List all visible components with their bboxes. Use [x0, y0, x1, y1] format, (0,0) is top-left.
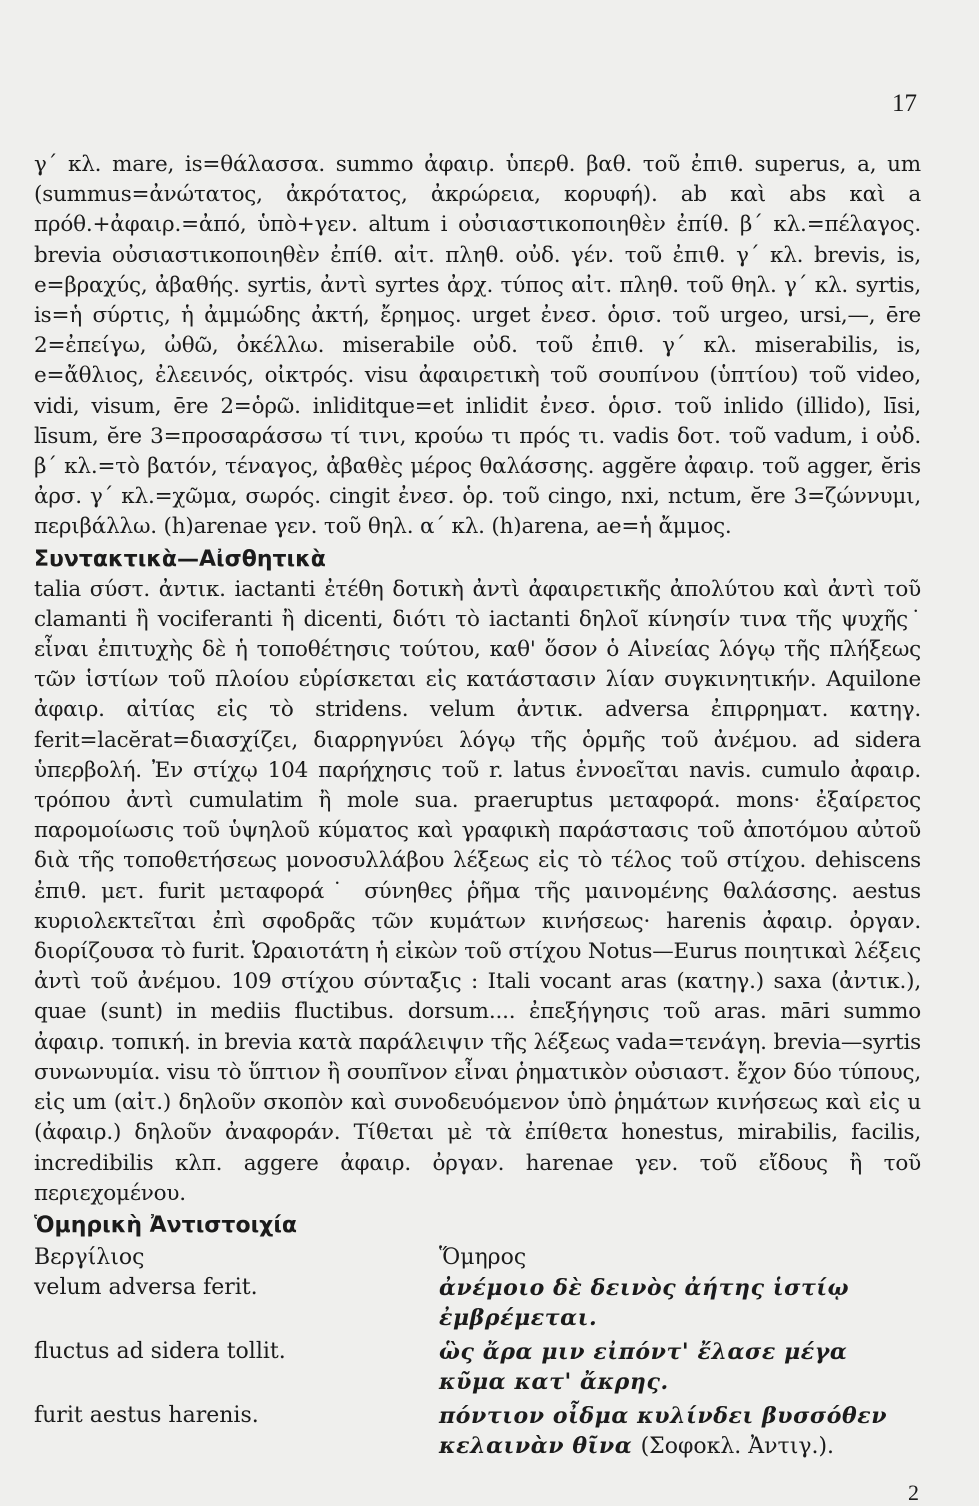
parallel-row [34, 1337, 921, 1401]
greek-verse: πόντιον οἶδμα κυλίνδει βυσσόθεν κελαινὰν θῖνα [439, 1402, 888, 1459]
latin-line: fluctus ad sidera tollit. [34, 1338, 286, 1364]
section-heading-syntax: Συντακτικὰ—Αἰσθητικὰ [34, 546, 326, 572]
col-header-homer: Ὅμηρος [439, 1244, 527, 1270]
greek-line [439, 1401, 921, 1466]
latin-line: furit aestus harenis. [34, 1402, 259, 1428]
greek-line: ὣς ἄρα μιν εἰπόντ' ἔλασε μέγα κῦμα κατ' ἄκρης. [439, 1338, 848, 1395]
signature-number: 2 [908, 1480, 919, 1505]
syntax-paragraph: talia σύστ. ἀντικ. iactanti ἐτέθη δοτικὴ ἀντὶ ἀφαιρετικῆς ἀπολύτου καὶ ἀντὶ τοῦ clamanti ἢ vociferanti ἢ dicenti, διότι τὸ iactanti δηλοῖ κίνησίν τινα τῆς ψυχῆς˙ εἶναι ἐπιτυχὴς δὲ ἡ τοποθέτησις τούτου, καθ' ὅσον ὁ Αἰνείας λόγῳ τῆς πλήξεως τῶν ἱστίων τοῦ πλοίου εὑρίσκεται εἰς κατάστασιν λίαν συγκινητικήν. Aquilone ἀφαιρ. αἰτίας εἰς τὸ stridens. velum ἀντικ. adversa ἐπιρρηματ. κατηγ. ferit=lacĕrat=διασχίζει, διαρρηγνύει λόγῳ τῆς ὁρμῆς τοῦ ἀνέμου. ad sidera ὑπερβολή. Ἐν στίχῳ 104 παρήχησις τοῦ r. latus ἐννοεῖται navis. cumulo ἀφαιρ. τρόπου ἀντὶ cumulatim ἢ mole sua. praeruptus μεταφορά. mons· ἐξαίρετος παρομοίωσις τοῦ ὑψηλοῦ κύματος καὶ γραφικὴ παράστασις τοῦ ἀποτόμου αὐτοῦ διὰ τῆς τοποθετήσεως μονοσυλλάβου λέξεως εἰς τὸ τέλος τοῦ στίχου. dehiscens ἐπιθ. μετ. furit μεταφορά˙ σύνηθες ῥῆμα τῆς μαινομένης θαλάσσης. aestus κυριολεκτεῖται ἐπὶ σφοδρᾶς τῶν κυμάτων κινήσεως· harenis ἀφαιρ. ὀργαν. διορίζουσα τὸ furit. Ὡραιοτάτη ἡ εἰκὼν τοῦ στίχου Notus—Eurus ποιητικαὶ λέξεις ἀντὶ τοῦ ἀνέμου. 109 στίχου σύνταξις : Itali vocant aras (κατηγ.) saxa (ἀντικ.), quae (sunt) in mediis fluctibus. dorsum.... ἐπεξήγησις τοῦ aras. māri summo ἀφαιρ. τοπική. in brevia κατὰ παράλειψιν τῆς λέξεως vada=τενάγη. brevia—syrtis συνωνυμία. visu τὸ ὕπτιον ἢ σουπῖνον εἶναι ῥηματικὸν οὐσιαστ. ἔχον δύο τύπους, εἰς um (αἰτ.) δηλοῦν σκοπὸν καὶ συνοδευόμενον ὑπὸ ῥημάτων κινήσεως καὶ εἰς u (ἀφαιρ.) δηλοῦν ἀναφοράν. Τίθεται μὲ τὰ ἐπίθετα honestus, mirabilis, facilis, incredibilis κλπ. aggere ἀφαιρ. ὀργαν. harenae γεν. τοῦ εἴδους ἢ τοῦ περιεχομένου. [34, 576, 921, 1206]
greek-line: ἀνέμοιο δὲ δεινὸς ἀήτης ἱστίῳ ἐμβρέμεται. [439, 1274, 850, 1331]
page-content [34, 150, 921, 1466]
latin-line: velum adversa ferit. [34, 1274, 258, 1300]
parallel-table [34, 1243, 921, 1466]
parallel-row [34, 1273, 921, 1337]
vocabulary-paragraph: γ΄ κλ. mare, is=θάλασσα. summo ἀφαιρ. ὑπερθ. βαθ. τοῦ ἐπιθ. superus, a, um (summus=ἀνώτατος, ἀκρότατος, ἀκρώρεια, κορυφή). ab καὶ abs καὶ a πρόθ.+ἀφαιρ.=ἀπό, ὑπὸ+γεν. altum i οὐσιαστικοποιηθὲν ἐπίθ. β΄ κλ.=πέλαγος. brevia οὐσιαστικοποιηθὲν ἐπίθ. αἰτ. πληθ. οὐδ. γέν. τοῦ ἐπιθ. γ΄ κλ. brevis, is, e=βραχύς, ἀβαθής. syrtis, ἀντὶ syrtes ἀρχ. τύπος αἰτ. πληθ. τοῦ θηλ. γ΄ κλ. syrtis, is=ἡ σύρτις, ἡ ἀμμώδης ἀκτή, ἔρημος. urget ἐνεσ. ὁρισ. τοῦ urgeo, ursi,—, ēre 2=ἐπείγω, ὠθῶ, ὀκέλλω. miserabile οὐδ. τοῦ ἐπιθ. γ΄ κλ. miserabilis, is, e=ἄθλιος, ἐλεεινός, οἰκτρός. visu ἀφαιρετικὴ τοῦ σουπίνου (ὑπτίου) τοῦ video, vidi, visum, ēre 2=ὁρῶ. inliditque=et inlidit ἐνεσ. ὁρισ. τοῦ inlido (illido), līsi, līsum, ĕre 3=προσαράσσω τί τινι, κρούω τι πρός τι. vadis δοτ. τοῦ vadum, i οὐδ. β΄ κλ.=τὸ βατόν, τέναγος, ἀβαθὲς μέρος θαλάσσης. aggĕre ἀφαιρ. τοῦ agger, ĕris ἀρσ. γ΄ κλ.=χῶμα, σωρός. cingit ἐνεσ. ὁρ. τοῦ cingo, nxi, nctum, ĕre 3=ζώννυμι, περιβάλλω. (h)arenae γεν. τοῦ θηλ. α΄ κλ. (h)arena, ae=ἡ ἄμμος. [34, 152, 921, 540]
source-citation: (Σοφοκλ. Ἀντιγ.). [640, 1433, 835, 1459]
parallel-header-row [34, 1243, 921, 1273]
section-heading-homeric: Ὁμηρικὴ Ἀντιστοιχία [34, 1212, 298, 1238]
page-number: 17 [892, 90, 917, 117]
col-header-vergil: Βεργίλιος [34, 1244, 145, 1270]
parallel-row [34, 1401, 921, 1466]
